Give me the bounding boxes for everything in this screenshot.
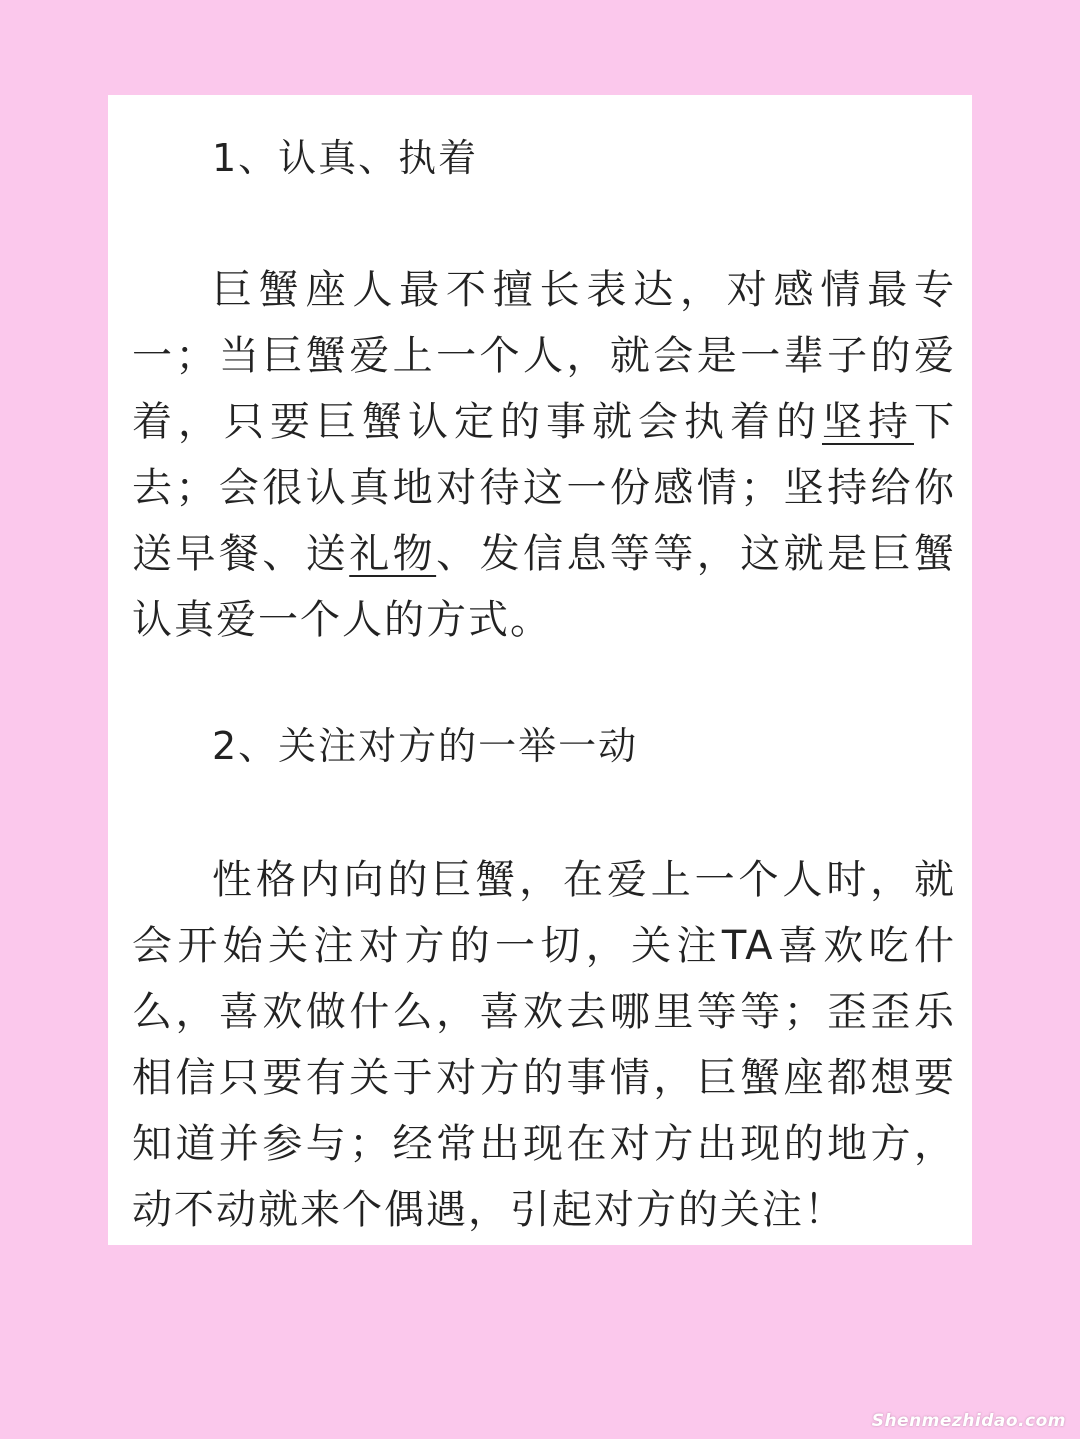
section-2-heading: 2、关注对方的一举一动 <box>212 724 639 768</box>
site-watermark: Shenmezhidao.com <box>871 1411 1066 1431</box>
article-card <box>108 95 972 1245</box>
section-1-text-part3: 、发信息等等，这就是巨蟹认真爱一个人的方式。 <box>132 531 957 643</box>
section-1-paragraph <box>132 257 956 653</box>
article-content <box>132 95 956 1243</box>
section-2-paragraph: 性格内向的巨蟹，在爱上一个人时，就会开始关注对方的一切，关注TA喜欢吃什么，喜欢做什么，喜欢去哪里等等；歪歪乐相信只要有关于对方的事情，巨蟹座都想要知道并参与；经常出现在对方出现的地方，动不动就来个偶遇，引起对方的关注！ <box>132 857 956 1233</box>
section-1-text-part2: 下去；会很认真地对待这一份感情；坚持给你送早餐、送 <box>132 399 956 577</box>
link-jianchi[interactable]: 坚持 <box>822 399 914 445</box>
section-1-text-part1: 巨蟹座人最不擅长表达，对感情最专一；当巨蟹爱上一个人，就会是一辈子的爱着，只要巨蟹认定的事就会执着的 <box>132 267 956 445</box>
section-1-heading: 1、认真、执着 <box>212 136 479 180</box>
link-liwu[interactable]: 礼物 <box>349 531 437 577</box>
